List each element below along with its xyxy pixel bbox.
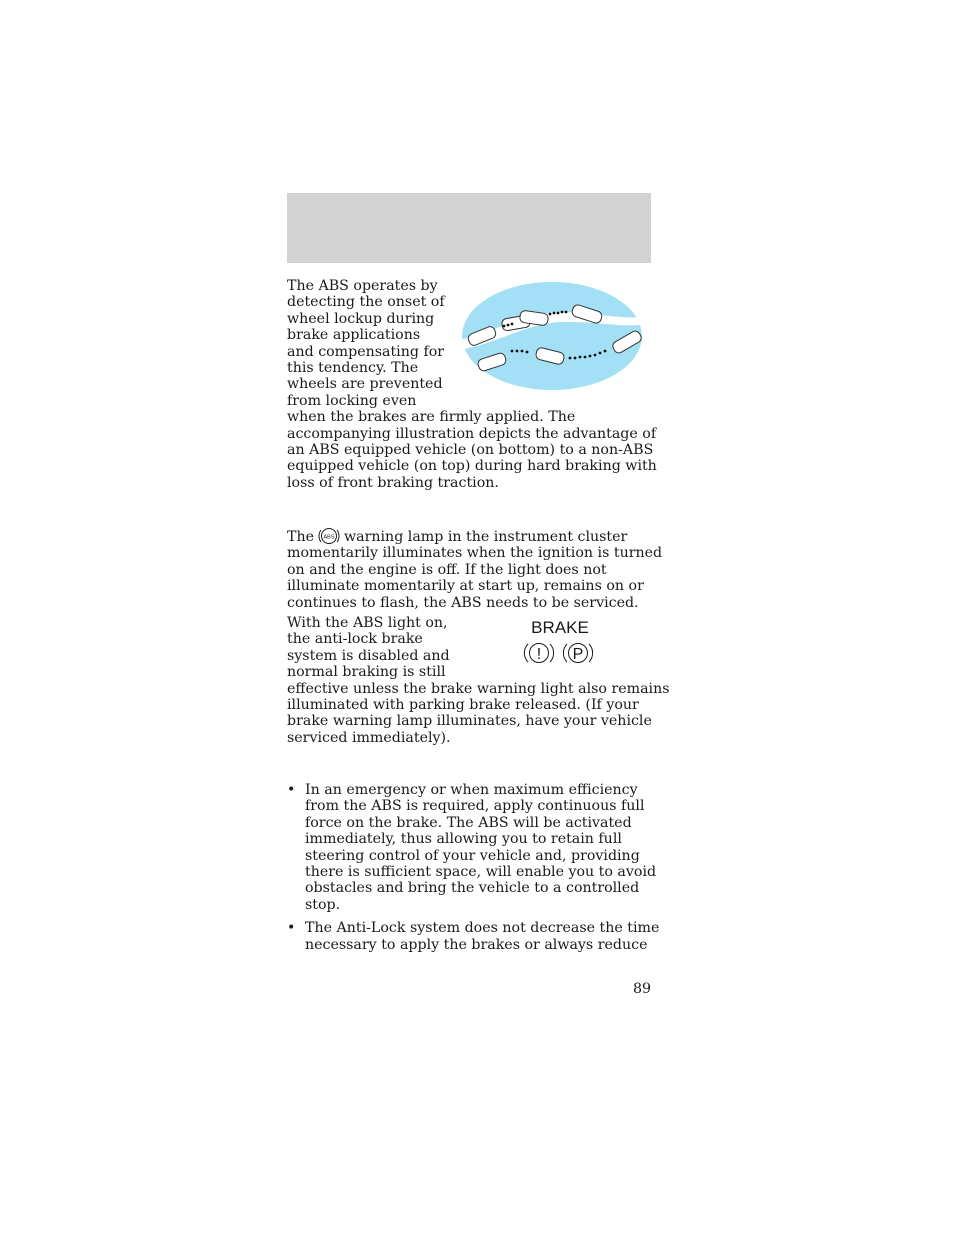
text-line: stop.	[305, 896, 341, 913]
bullet-icon: •	[287, 920, 296, 937]
text-line: immediately, thus allowing you to retain full	[305, 831, 622, 848]
text-line: accompanying illustration depicts the advantage of	[287, 425, 657, 442]
text-line: from the ABS is required, apply continuous full	[305, 798, 645, 815]
text-line: obstacles and bring the vehicle to a controlled	[305, 880, 640, 897]
brake-warning-icon	[520, 616, 600, 668]
bullet-icon: •	[287, 782, 296, 798]
brake-label: BRAKE	[531, 618, 589, 637]
text-line: loss of front braking traction.	[287, 474, 499, 491]
text-line: steering control of your vehicle and, providing	[305, 847, 640, 864]
text-line: on and the engine is off. If the light does not	[287, 561, 607, 578]
text-line: an ABS equipped vehicle (on bottom) to a non-ABS	[287, 442, 654, 459]
text-line	[287, 527, 662, 545]
abs-warning-lamp-paragraph	[287, 527, 662, 611]
page-number: 89	[632, 981, 651, 997]
text-line: this tendency. The	[287, 360, 419, 377]
text-line: wheel lockup during	[287, 310, 435, 327]
text-line: wheels are prevented	[287, 376, 443, 393]
text-line: force on the brake. The ABS will be activated	[305, 814, 632, 831]
text-line: illuminated with parking brake released. (If your	[287, 697, 639, 714]
abs-braking-illustration	[460, 280, 646, 392]
text-line: detecting the onset of	[287, 294, 445, 311]
abs-warning-icon	[318, 527, 340, 545]
text-line: illuminate momentarily at start up, remains on or	[287, 578, 644, 595]
text-line: The ABS operates by	[287, 278, 438, 294]
parking-symbol: P	[572, 646, 584, 663]
text-line: normal braking is still	[287, 664, 446, 681]
text-line: effective unless the brake warning light also remains	[287, 680, 670, 697]
abs-icon-text: ABS	[323, 534, 335, 541]
text-line: brake applications	[287, 327, 421, 344]
text-line: there is sufficient space, will enable you to avoid	[305, 864, 657, 881]
list-item	[287, 782, 659, 913]
exclamation-symbol: !	[536, 646, 542, 663]
text-line: The Anti-Lock system does not decrease the time	[305, 920, 660, 937]
text-line: from locking even	[287, 392, 417, 409]
text-line: the anti-lock brake	[287, 631, 423, 648]
section-header-bar	[287, 193, 651, 263]
abs-tips-list	[287, 782, 659, 953]
abs-light-on-paragraph	[287, 615, 670, 746]
list-item	[287, 920, 659, 953]
text-fragment: warning lamp in the instrument cluster	[344, 529, 628, 545]
text-line: system is disabled and	[287, 647, 450, 664]
text-line: when the brakes are firmly applied. The	[287, 409, 576, 426]
text-line: continues to flash, the ABS needs to be serviced.	[287, 594, 639, 611]
text-line: With the ABS light on,	[287, 615, 448, 631]
text-line: equipped vehicle (on top) during hard braking with	[287, 458, 657, 475]
text-fragment: The	[287, 529, 314, 545]
text-line: serviced immediately).	[287, 729, 451, 746]
text-line: In an emergency or when maximum efficiency	[305, 782, 638, 798]
text-line: necessary to apply the brakes or always reduce	[305, 936, 648, 953]
text-line: and compensating for	[287, 343, 445, 360]
text-line: momentarily illuminates when the ignition is turned	[287, 545, 663, 562]
text-line: brake warning lamp illuminates, have your vehicle	[287, 713, 652, 730]
